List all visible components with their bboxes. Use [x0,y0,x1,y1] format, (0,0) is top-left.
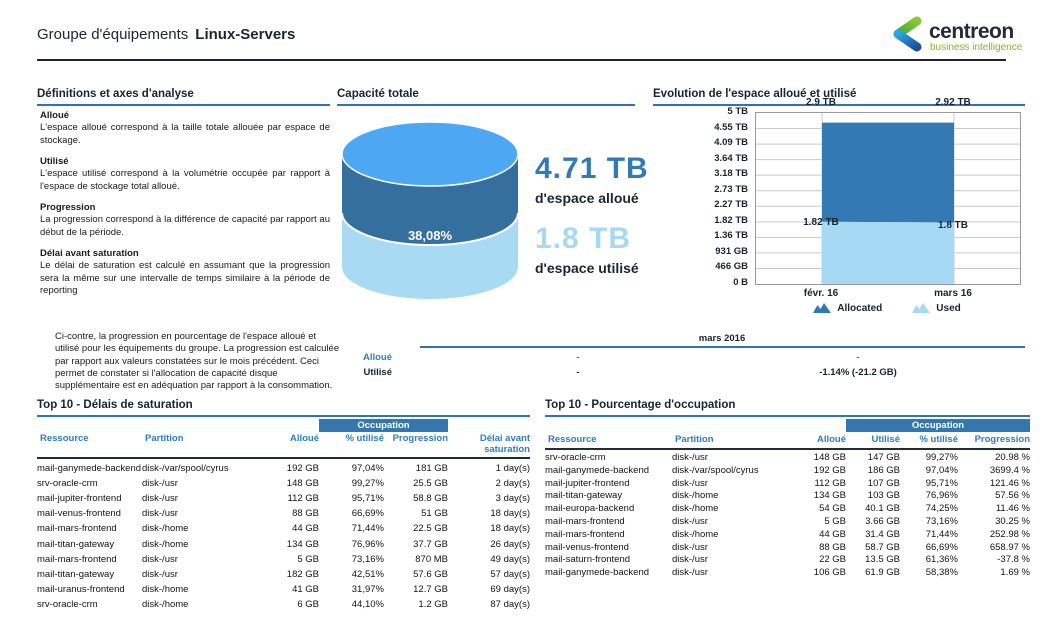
progression-value: - [576,367,580,378]
table-cell: 112 GB [287,492,319,504]
table-cell: -37.8 % [997,554,1030,566]
y-axis-tick: 1.36 TB [714,230,748,242]
table-cell: 2 day(s) [495,477,530,489]
table-cell: 25.5 GB [413,477,448,489]
table-cell: disk-/usr [142,553,178,565]
table-cell: 57.56 % [995,490,1030,502]
table-cell: 71,44% [351,523,384,535]
table-cell: 22 GB [819,554,846,566]
table-cell: mail-saturn-frontend [545,554,631,566]
logo-wordmark: centreon [929,19,1014,43]
table-cell: 1.69 % [1000,567,1030,579]
used-area-icon [912,301,930,316]
table-cell: 87 day(s) [490,599,530,611]
table-cell: 31.4 GB [865,528,900,540]
table-cell: 107 GB [867,477,900,489]
table-cell: disk-/usr [142,568,178,580]
table-cell: 37.7 GB [413,538,448,550]
used-value: 1.8 TB [535,222,632,255]
legend-item-allocated [813,301,882,316]
table-cell: 76,96% [351,538,384,550]
table-cell: 95,71% [925,477,958,489]
table-cell: 71,44% [925,528,958,540]
table-cell: 88 GB [819,541,846,553]
table-cell: 44 GB [819,528,846,540]
table-cell: mail-mars-frontend [37,523,117,535]
y-axis-tick: 3.18 TB [714,168,748,180]
used-point-label: 1.82 TB [803,217,839,228]
table-cell: mail-ganymede-backend [37,462,142,474]
table-cell: disk-/home [142,599,189,611]
progression-value: - [856,352,860,363]
legend-item-used [912,301,960,316]
saturation-table-header [37,433,530,459]
occupation-table-body [545,452,1030,580]
table-cell: disk-/home [672,528,719,540]
table-cell: 30.25 % [995,515,1030,527]
table-cell: 26 day(s) [490,538,530,550]
section-title-top-saturation: Top 10 - Délais de saturation [37,399,530,417]
y-axis-tick: 0 B [733,277,748,288]
table-cell: 3 day(s) [495,492,530,504]
table-cell: mail-jupiter-frontend [545,477,630,489]
used-caption: d'espace utilisé [535,260,639,276]
column-header: Progression [392,433,448,444]
table-cell: disk-/usr [142,492,178,504]
table-cell: 3.66 GB [865,515,900,527]
cylinder-percent-label: 38,08% [407,228,453,243]
y-axis-tick: 2.27 TB [714,199,748,211]
table-cell: 103 GB [867,490,900,502]
column-header: % utilisé [345,433,384,444]
table-cell: 58.7 GB [865,541,900,553]
table-cell: mail-titan-gateway [37,568,115,580]
period-header: mars 2016 [698,333,746,344]
table-cell: disk-/home [672,503,719,515]
table-cell: 5 GB [297,553,319,565]
used-point-label: 1.8 TB [937,220,968,231]
table-cell: 61.9 GB [865,567,900,579]
table-cell: 97,04% [925,464,958,476]
centreon-logo [884,14,1022,59]
allocated-area-icon [813,301,831,316]
table-cell: 44 GB [292,523,319,535]
table-cell: mail-mars-frontend [545,528,625,540]
y-axis-tick: 4.09 TB [714,137,748,149]
definition-text: L'espace utilisé correspond à la volumétrie occupée par rapport à l'espace de stockage total alloué. [40,168,330,192]
column-header: Utilisé [871,434,900,445]
progression-description: Ci-contre, la progression en pourcentage de l'espace alloué et utilisé pour les équipements du groupe. La progression est calculée par rapport aux valeurs constatées sur le mois précédent. Ceci permet de constater si l'allocation de capacité disque supplémentaire est en adéquation par rapport à la consommation. [55,331,340,392]
progression-value: - [576,352,580,363]
table-cell: 95,71% [351,492,384,504]
table-cell: disk-/var/spool/cyrus [142,462,229,474]
table-cell: disk-/home [142,523,189,535]
section-title-evolution: Evolution de l'espace alloué et utilisé [653,88,1025,106]
y-axis-tick: 4.55 TB [714,121,748,133]
occupation-group-header: Occupation [846,419,1030,432]
table-cell: 66,69% [925,541,958,553]
table-cell: disk-/usr [672,477,708,489]
evolution-legend [755,301,1019,316]
table-cell: mail-ganymede-backend [545,464,650,476]
table-cell: srv-oracle-crm [37,477,98,489]
page-title [37,26,295,43]
logo-tagline: business intelligence [930,41,1023,53]
column-header: Délai avant saturation [479,433,530,455]
group-label: Groupe d'équipements [37,26,189,43]
section-title-capacity: Capacité totale [337,88,635,106]
table-cell: 186 GB [867,464,900,476]
column-header: Alloué [816,434,846,445]
table-cell: disk-/home [142,538,189,550]
x-axis-label: févr. 16 [803,288,839,299]
period-divider [420,346,1025,348]
y-axis-tick: 931 GB [715,245,748,257]
occupation-group-header: Occupation [319,419,448,432]
progression-row-label: Alloué [362,352,392,363]
table-cell: mail-europa-backend [545,503,635,515]
x-axis-label: mars 16 [934,288,972,299]
table-cell: mail-jupiter-frontend [37,492,122,504]
table-cell: disk-/home [672,490,719,502]
table-cell: 41 GB [292,584,319,596]
definition-text: La progression correspond à la différence de capacité par rapport au début de la période. [40,214,330,238]
table-cell: mail-venus-frontend [545,541,629,553]
definition-term: Délai avant saturation [40,248,139,260]
table-cell: mail-venus-frontend [37,508,121,520]
definition-text: L'espace alloué correspond à la taille totale allouée par espace de stockage. [40,122,330,146]
table-cell: 61,36% [925,554,958,566]
table-cell: 1.2 GB [418,599,448,611]
table-cell: disk-/home [142,584,189,596]
table-cell: mail-mars-frontend [545,515,625,527]
column-header: Ressource [548,434,597,445]
table-cell: 121.46 % [989,477,1030,489]
table-cell: 12.7 GB [413,584,448,596]
table-cell: 112 GB [814,477,846,489]
table-cell: 3699.4 % [989,464,1030,476]
table-cell: 76,96% [925,490,958,502]
column-header: Partition [145,433,184,444]
column-header: Alloué [289,433,319,444]
group-name: Linux-Servers [195,26,296,43]
table-cell: mail-uranus-frontend [37,584,125,596]
y-axis-tick: 466 GB [715,261,748,273]
table-cell: 134 GB [286,538,319,550]
legend-label: Used [936,303,961,314]
table-cell: 106 GB [813,567,846,579]
table-cell: 51 GB [421,508,448,520]
table-cell: 40.1 GB [865,503,900,515]
table-cell: disk-/usr [672,515,708,527]
definitions-list [40,110,330,297]
table-cell: 134 GB [813,490,846,502]
progression-row-label: Utilisé [363,367,392,378]
table-cell: 49 day(s) [490,553,530,565]
column-header: Partition [675,434,714,445]
table-cell: 22.5 GB [413,523,448,535]
table-cell: 181 GB [415,462,448,474]
y-axis-tick: 2.73 TB [714,183,748,195]
table-cell: 18 day(s) [490,523,530,535]
table-cell: 31,97% [351,584,384,596]
table-cell: 20.98 % [995,452,1030,463]
allocated-point-label: 2.9 TB [805,97,836,108]
table-cell: 6 GB [297,599,319,611]
table-cell: disk-/usr [142,477,178,489]
section-title-top-occupation: Top 10 - Pourcentage d'occupation [545,399,1030,417]
table-cell: 88 GB [292,508,319,520]
table-cell: 58.8 GB [413,492,448,504]
table-cell: disk-/usr [672,554,708,566]
table-cell: mail-ganymede-backend [545,567,650,579]
legend-label: Allocated [837,303,883,314]
evolution-chart-plot [755,112,1021,285]
column-header: Ressource [40,433,89,444]
table-cell: 192 GB [286,462,319,474]
y-axis-tick: 5 TB [727,106,748,117]
y-axis-tick: 3.64 TB [714,152,748,164]
table-cell: disk-/usr [142,508,178,520]
table-cell: 870 MB [415,553,448,565]
capacity-cylinder-chart [340,118,520,307]
table-cell: disk-/var/spool/cyrus [672,464,759,476]
allocated-value: 4.71 TB [535,152,649,185]
table-cell: 182 GB [286,568,319,580]
table-cell: mail-titan-gateway [545,490,623,502]
table-cell: 44,10% [351,599,384,611]
table-cell: 99,27% [351,477,384,489]
table-cell: mail-titan-gateway [37,538,115,550]
table-cell: srv-oracle-crm [37,599,98,611]
column-header: % utilisé [919,434,958,445]
table-cell: 148 GB [286,477,319,489]
header-divider [37,59,1006,61]
table-cell: disk-/usr [672,541,708,553]
table-cell: 54 GB [819,503,846,515]
table-cell: srv-oracle-crm [545,452,606,463]
allocated-caption: d'espace alloué [535,190,639,206]
table-cell: 74,25% [925,503,958,515]
table-cell: 73,16% [925,515,958,527]
table-cell: 148 GB [813,452,846,463]
table-cell: 1 day(s) [495,462,530,474]
table-cell: 192 GB [813,464,846,476]
table-cell: 99,27% [925,452,958,463]
table-cell: disk-/usr [672,567,708,579]
table-cell: 252.98 % [989,528,1030,540]
table-cell: 97,04% [351,462,384,474]
table-cell: 57.6 GB [413,568,448,580]
table-cell: 66,69% [351,508,384,520]
allocated-point-label: 2.92 TB [935,97,971,108]
progression-value: -1.14% (-21.2 GB) [819,367,897,378]
table-cell: mail-mars-frontend [37,553,117,565]
saturation-table-body [37,461,530,613]
section-title-definitions: Définitions et axes d'analyse [37,88,330,106]
table-cell: 58,38% [925,567,958,579]
table-cell: 18 day(s) [490,508,530,520]
definition-term: Progression [40,202,96,214]
centreon-logo-icon [884,14,924,59]
definition-term: Utilisé [40,156,69,168]
table-cell: 13.5 GB [865,554,900,566]
occupation-table-header [545,434,1030,450]
table-cell: 11.46 % [995,503,1030,515]
table-cell: 5 GB [824,515,846,527]
table-cell: 42,51% [351,568,384,580]
table-cell: 147 GB [867,452,900,463]
table-cell: 57 day(s) [490,568,530,580]
definition-text: Le délai de saturation est calculé en assumant que la progression sera la même sur une intervalle de temps similaire à la période de reporting [40,260,330,297]
table-cell: disk-/usr [672,452,708,463]
capacity-summary [535,152,649,276]
column-header: Progression [974,434,1030,445]
table-cell: 73,16% [351,553,384,565]
table-cell: 658.97 % [989,541,1030,553]
definition-term: Alloué [40,110,70,121]
table-cell: 69 day(s) [490,584,530,596]
y-axis-tick: 1.82 TB [714,214,748,226]
